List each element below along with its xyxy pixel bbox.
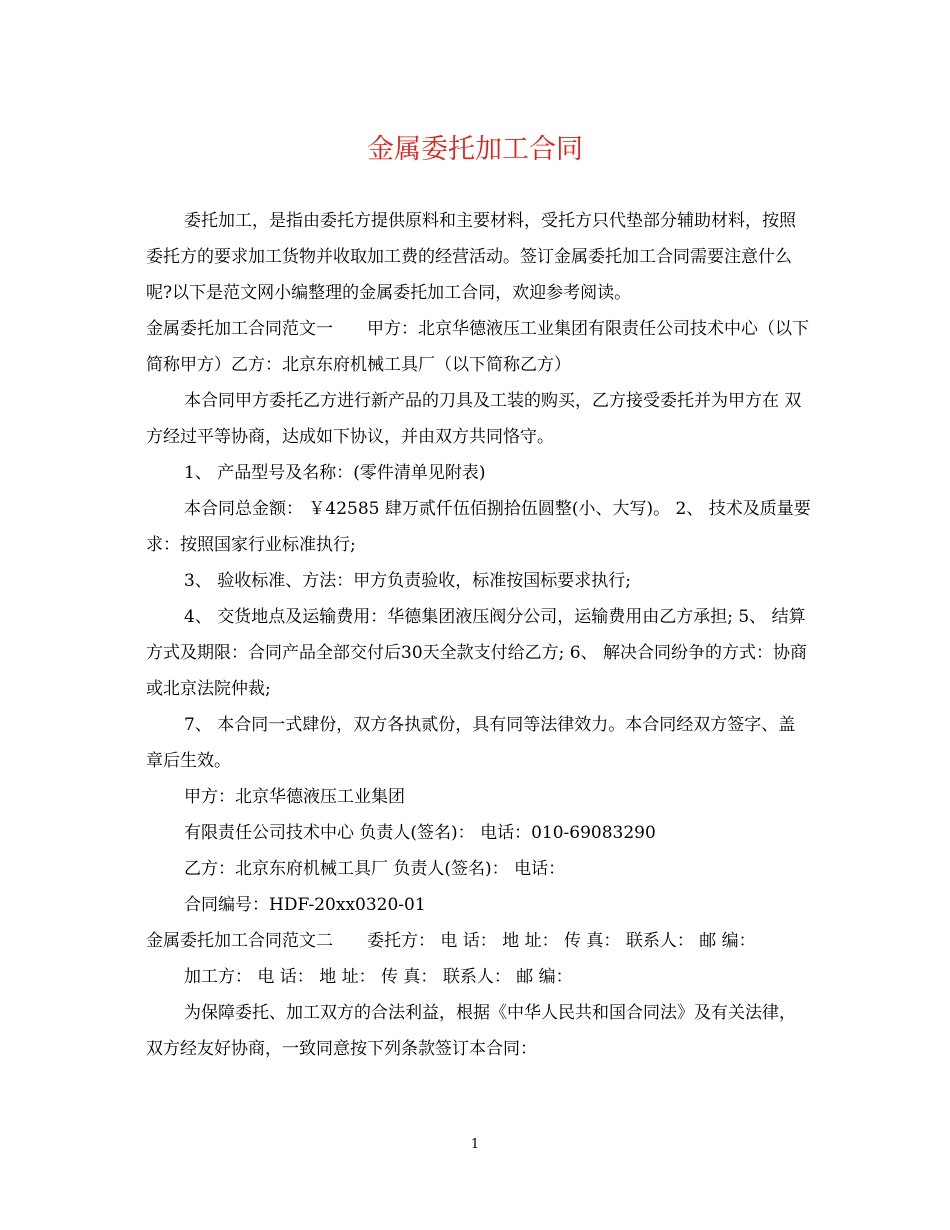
sample-two-client-line: 金属委托加工合同范文二 委托方： 电 话： 地 址： 传 真： 联系人： 邮 编： bbox=[146, 931, 756, 951]
party-a-line: 甲方：北京华德液压工业集团 bbox=[184, 787, 405, 807]
clause-acceptance-paragraph: 3、 验收标准、方法：甲方负责验收，标准按国标要求执行; bbox=[184, 571, 631, 591]
clause-amount-paragraph: 本合同总金额： ￥42585 肆万贰仟伍佰捌拾伍圆整(小、大写)。 2、 技术及质量要求：按照国家行业标准执行; bbox=[146, 499, 811, 555]
clause-product-paragraph: 1、 产品型号及名称：(零件清单见附表) bbox=[184, 463, 486, 483]
agreement-paragraph: 本合同甲方委托乙方进行新产品的刀具及工装的购买，乙方接受委托并为甲方在 双方经过平等协商，达成如下协议，并由双方共同恪守。 bbox=[146, 391, 802, 447]
document-body bbox=[146, 203, 812, 1067]
party-a-contact-line: 有限责任公司技术中心 负责人(签名)： 电话：010-69083290 bbox=[184, 823, 656, 843]
sample-two-preamble-paragraph: 为保障委托、加工双方的合法利益，根据《中华人民共和国合同法》及有关法律，双方经友好协商，一致同意按下列条款签订本合同： bbox=[146, 1003, 796, 1059]
page-number: 1 bbox=[470, 1137, 480, 1152]
party-b-line: 乙方：北京东府机械工具厂 负责人(签名)： 电话： bbox=[184, 859, 566, 879]
clause-copies-paragraph: 7、 本合同一式肆份，双方各执贰份，具有同等法律效力。本合同经双方签字、盖章后生效。 bbox=[146, 715, 796, 771]
sample-two-processor-line: 加工方： 电 话： 地 址： 传 真： 联系人： 邮 编： bbox=[184, 967, 573, 987]
sample-one-parties-paragraph: 金属委托加工合同范文一 甲方：北京华德液压工业集团有限责任公司技术中心（以下简称甲方）乙方：北京东府机械工具厂（以下简称乙方） bbox=[146, 319, 809, 375]
intro-paragraph: 委托加工，是指由委托方提供原料和主要材料，受托方只代垫部分辅助材料，按照委托方的要求加工货物并收取加工费的经营活动。签订金属委托加工合同需要注意什么呢?以下是范文网小编整理的金属委托加工合同，欢迎参考阅读。 bbox=[146, 211, 796, 303]
page-title: 金属委托加工合同 bbox=[367, 134, 583, 165]
clause-delivery-paragraph: 4、 交货地点及运输费用：华德集团液压阀分公司，运输费用由乙方承担; 5、 结算方式及期限：合同产品全部交付后30天全款支付给乙方; 6、 解决合同纷争的方式：协商或北京法院仲裁; bbox=[146, 607, 807, 699]
contract-number-line: 合同编号：HDF-20xx0320-01 bbox=[184, 895, 426, 915]
